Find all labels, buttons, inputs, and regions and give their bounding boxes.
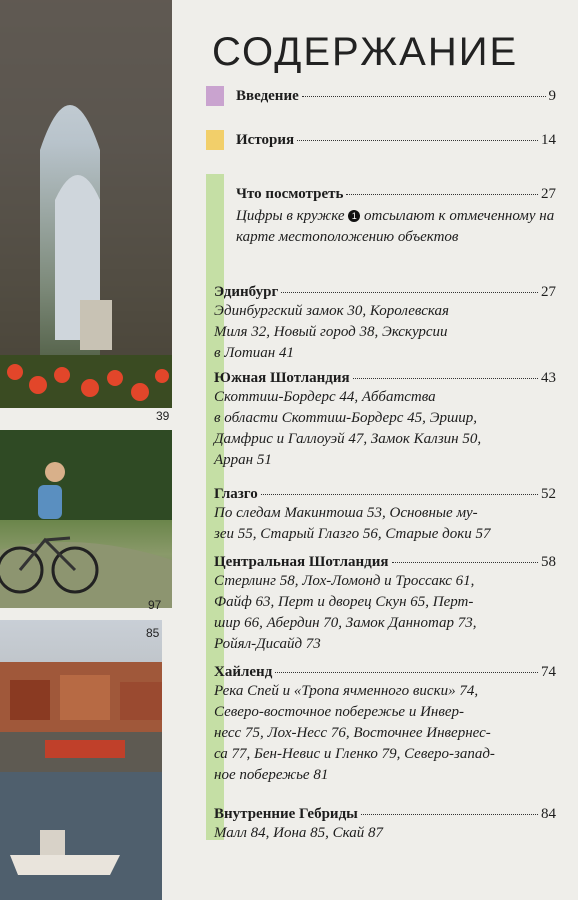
- dot-leader: [275, 672, 538, 673]
- dot-leader: [297, 140, 538, 141]
- toc-section-edinburgh[interactable]: [214, 284, 556, 364]
- section-title: Внутренние Гебриды: [214, 806, 358, 822]
- section-title: Хайленд: [214, 664, 273, 680]
- section-title: Эдинбург: [214, 284, 279, 300]
- dot-leader: [346, 194, 538, 195]
- section-title: Центральная Шотландия: [214, 554, 389, 570]
- dot-leader: [361, 814, 538, 815]
- section-lines: Стерлинг 58, Лох-Ломонд и Троссакс 61, Файф 63, Перт и дворец Скун 65, Перт- шир 66, Абердин 70, Замок Даннотар 73, Ройял-Дисайд 73: [214, 573, 477, 652]
- circle-number-icon: 1: [348, 210, 360, 222]
- toc-section-south-scotland[interactable]: [214, 370, 556, 471]
- photo-scott-monument: [0, 0, 172, 408]
- section-page: 58: [541, 554, 556, 570]
- photo-page-number: 97: [148, 598, 162, 612]
- section-lines: Малл 84, Иона 85, Скай 87: [214, 825, 384, 841]
- photo-cyclist: [0, 430, 172, 608]
- page-title: СОДЕРЖАНИЕ: [212, 30, 519, 74]
- sights-note: Цифры в кружке 1 отсылают к отмеченному на карте местоположению объектов: [236, 208, 555, 245]
- photo-page-number: 85: [146, 626, 160, 640]
- section-lines: Скоттиш-Бордерс 44, Аббатства в области Скоттиш-Бордерс 45, Эршир, Дамфрис и Галлоуэй 47, Замок Калзин 50, Арран 51: [214, 389, 482, 468]
- entry-title: Что посмотреть: [236, 186, 344, 202]
- section-lines: По следам Макинтоша 53, Основные му- зеи 55, Старый Глазго 56, Старые доки 57: [214, 505, 491, 542]
- toc-section-inner-hebrides[interactable]: [214, 806, 556, 844]
- toc-entry-sights[interactable]: [236, 186, 556, 248]
- dot-leader: [392, 562, 538, 563]
- toc-entry-intro[interactable]: [236, 88, 556, 105]
- toc-section-glasgow[interactable]: [214, 486, 556, 545]
- section-page: 43: [541, 370, 556, 386]
- dot-leader: [281, 292, 538, 293]
- section-lines: Река Спей и «Тропа ячменного виски» 74, Северо-восточное побережье и Инвер- несс 75, Лох-Несс 76, Восточнее Инвернес- са 77, Бен-Невис и Гленко 79, Северо-запад- ное побережье 81: [214, 683, 495, 783]
- section-page: 27: [541, 284, 556, 300]
- section-page: 74: [541, 664, 556, 680]
- entry-title: Введение: [236, 88, 299, 104]
- intro-color-bar: [206, 86, 224, 106]
- entry-page: 14: [541, 132, 556, 148]
- entry-page: 9: [548, 88, 556, 104]
- dot-leader: [261, 494, 538, 495]
- photo-page-number: 39: [156, 409, 170, 423]
- photo-harbour: [0, 620, 162, 900]
- toc-section-central-scotland[interactable]: [214, 554, 556, 655]
- toc-entry-history[interactable]: [236, 132, 556, 149]
- entry-title: История: [236, 132, 295, 148]
- section-title: Глазго: [214, 486, 258, 502]
- section-title: Южная Шотландия: [214, 370, 350, 386]
- dot-leader: [353, 378, 538, 379]
- section-page: 84: [541, 806, 556, 822]
- entry-page: 27: [541, 186, 556, 202]
- toc-section-highlands[interactable]: [214, 664, 556, 786]
- history-color-bar: [206, 130, 224, 150]
- dot-leader: [302, 96, 546, 97]
- section-lines: Эдинбургский замок 30, Королевская Миля 32, Новый город 38, Экскурсии в Лотиан 41: [214, 303, 450, 361]
- section-page: 52: [541, 486, 556, 502]
